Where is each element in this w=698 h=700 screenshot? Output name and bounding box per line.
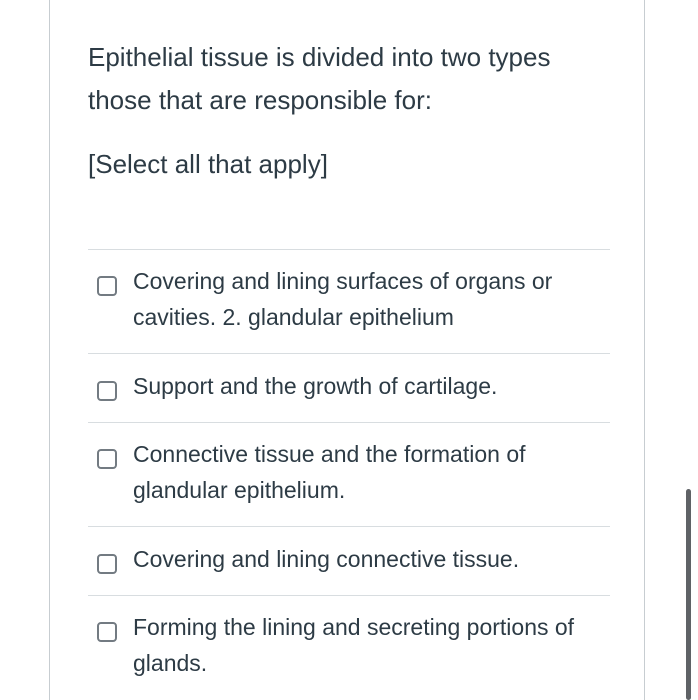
checkbox-icon[interactable] bbox=[97, 381, 117, 401]
answer-option-2[interactable] bbox=[88, 354, 610, 423]
answer-list bbox=[88, 249, 610, 700]
answer-label: Connective tissue and the formation of glandular epithelium. bbox=[133, 441, 526, 503]
checkbox-icon[interactable] bbox=[97, 449, 117, 469]
select-all-instruction: [Select all that apply] bbox=[88, 149, 328, 179]
answer-option-4[interactable] bbox=[88, 527, 610, 596]
checkbox-icon[interactable] bbox=[97, 276, 117, 296]
answer-label: Covering and lining connective tissue. bbox=[133, 546, 520, 572]
checkbox-icon[interactable] bbox=[97, 554, 117, 574]
answer-label: Forming the lining and secreting portions of glands. bbox=[133, 614, 575, 676]
checkbox-icon[interactable] bbox=[97, 622, 117, 642]
answer-option-1[interactable] bbox=[88, 250, 610, 354]
answer-label: Support and the growth of cartilage. bbox=[133, 373, 498, 399]
scrollbar-thumb[interactable] bbox=[686, 489, 691, 700]
answer-label: Covering and lining surfaces of organs or cavities. 2. glandular epithelium bbox=[133, 268, 553, 330]
question-text: Epithelial tissue is divided into two types those that are responsible for: bbox=[88, 42, 551, 115]
answer-option-5[interactable] bbox=[88, 596, 610, 700]
answer-option-3[interactable] bbox=[88, 423, 610, 527]
